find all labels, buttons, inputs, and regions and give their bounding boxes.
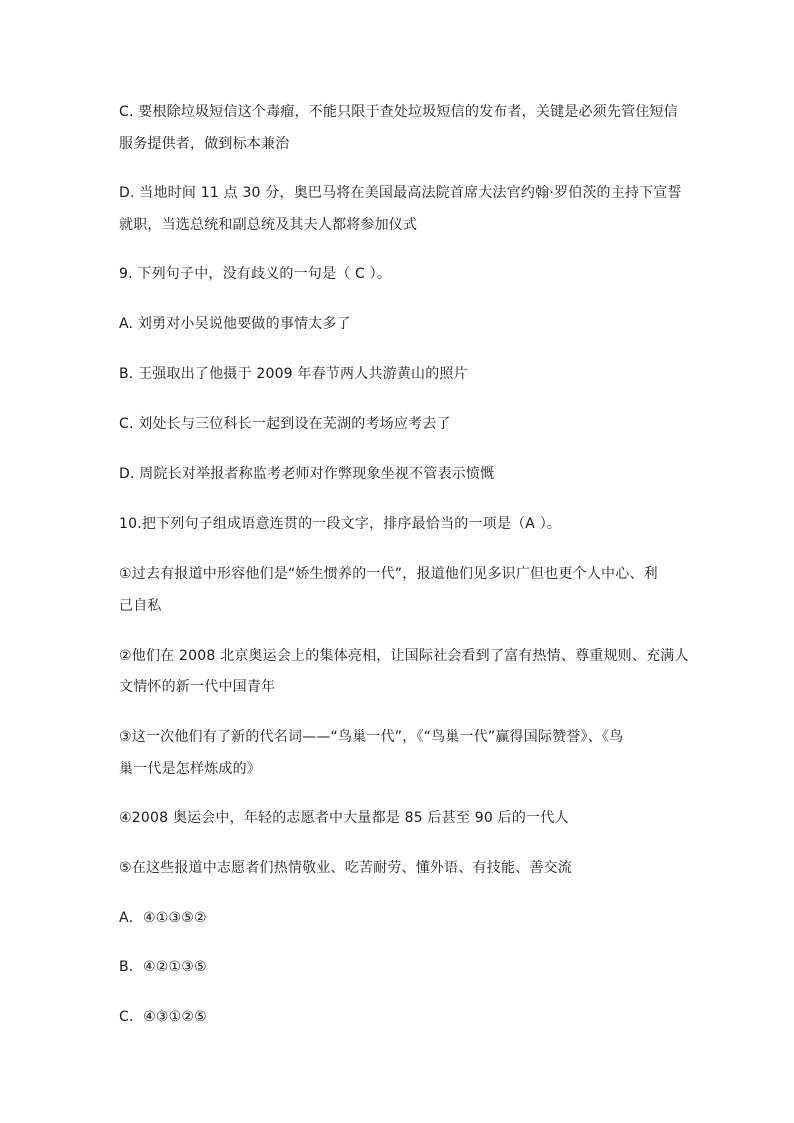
sentence-2-line-2: 文情怀的新一代中国青年 <box>119 679 276 695</box>
question-10: 10.把下列句子组成语意连贯的一段文字，排序最恰当的一项是（A ）。 <box>119 516 562 532</box>
q9-option-c: C. 刘处长与三位科长一起到设在芜湖的考场应考去了 <box>119 416 451 432</box>
option-d-line-2: 就职，当选总统和副总统及其夫人都将参加仪式 <box>119 217 418 233</box>
q9-option-b: B. 王强取出了他摄于 2009 年春节两人共游黄山的照片 <box>119 366 468 382</box>
sentence-3-line-2: 巢一代是怎样炼成的》 <box>119 761 261 777</box>
q10-option-c: C．④③①②⑤ <box>119 1009 207 1025</box>
sentence-5: ⑤在这些报道中志愿者们热情敬业、吃苦耐劳、懂外语、有技能、善交流 <box>119 860 572 876</box>
option-c-line-2: 服务提供者，做到标本兼治 <box>119 136 290 152</box>
sentence-2-line-1: ②他们在 2008 北京奥运会上的集体亮相，让国际社会看到了富有热情、尊重规则、充满人 <box>119 648 689 664</box>
sentence-1-line-1: ①过去有报道中形容他们是“娇生惯养的一代”，报道他们见多识广但也更个人中心、利 <box>119 566 658 582</box>
q9-option-a: A. 刘勇对小吴说他要做的事情太多了 <box>119 316 351 332</box>
sentence-4: ④2008 奥运会中，年轻的志愿者中大量都是 85 后甚至 90 后的一代人 <box>119 810 569 826</box>
question-9: 9. 下列句子中，没有歧义的一句是（ C ）。 <box>119 266 392 282</box>
q10-option-a: A．④①③⑤② <box>119 910 207 926</box>
option-c-line-1: C. 要根除垃圾短信这个毒瘤，不能只限于查处垃圾短信的发布者，关键是必须先管住短信 <box>119 104 678 120</box>
q10-option-b: B．④②①③⑤ <box>119 959 207 975</box>
q9-option-d: D. 周院长对举报者称监考老师对作弊现象坐视不管表示愤慨 <box>119 466 495 482</box>
option-d-line-1: D. 当地时间 11 点 30 分，奥巴马将在美国最高法院首席大法官约翰·罗伯茨的主持下宣誓 <box>119 185 682 201</box>
sentence-3-line-1: ③这一次他们有了新的代名词——“鸟巢一代”，《“鸟巢一代”赢得国际赞誉》、《鸟 <box>119 729 624 745</box>
sentence-1-line-2: 己自私 <box>119 598 162 614</box>
